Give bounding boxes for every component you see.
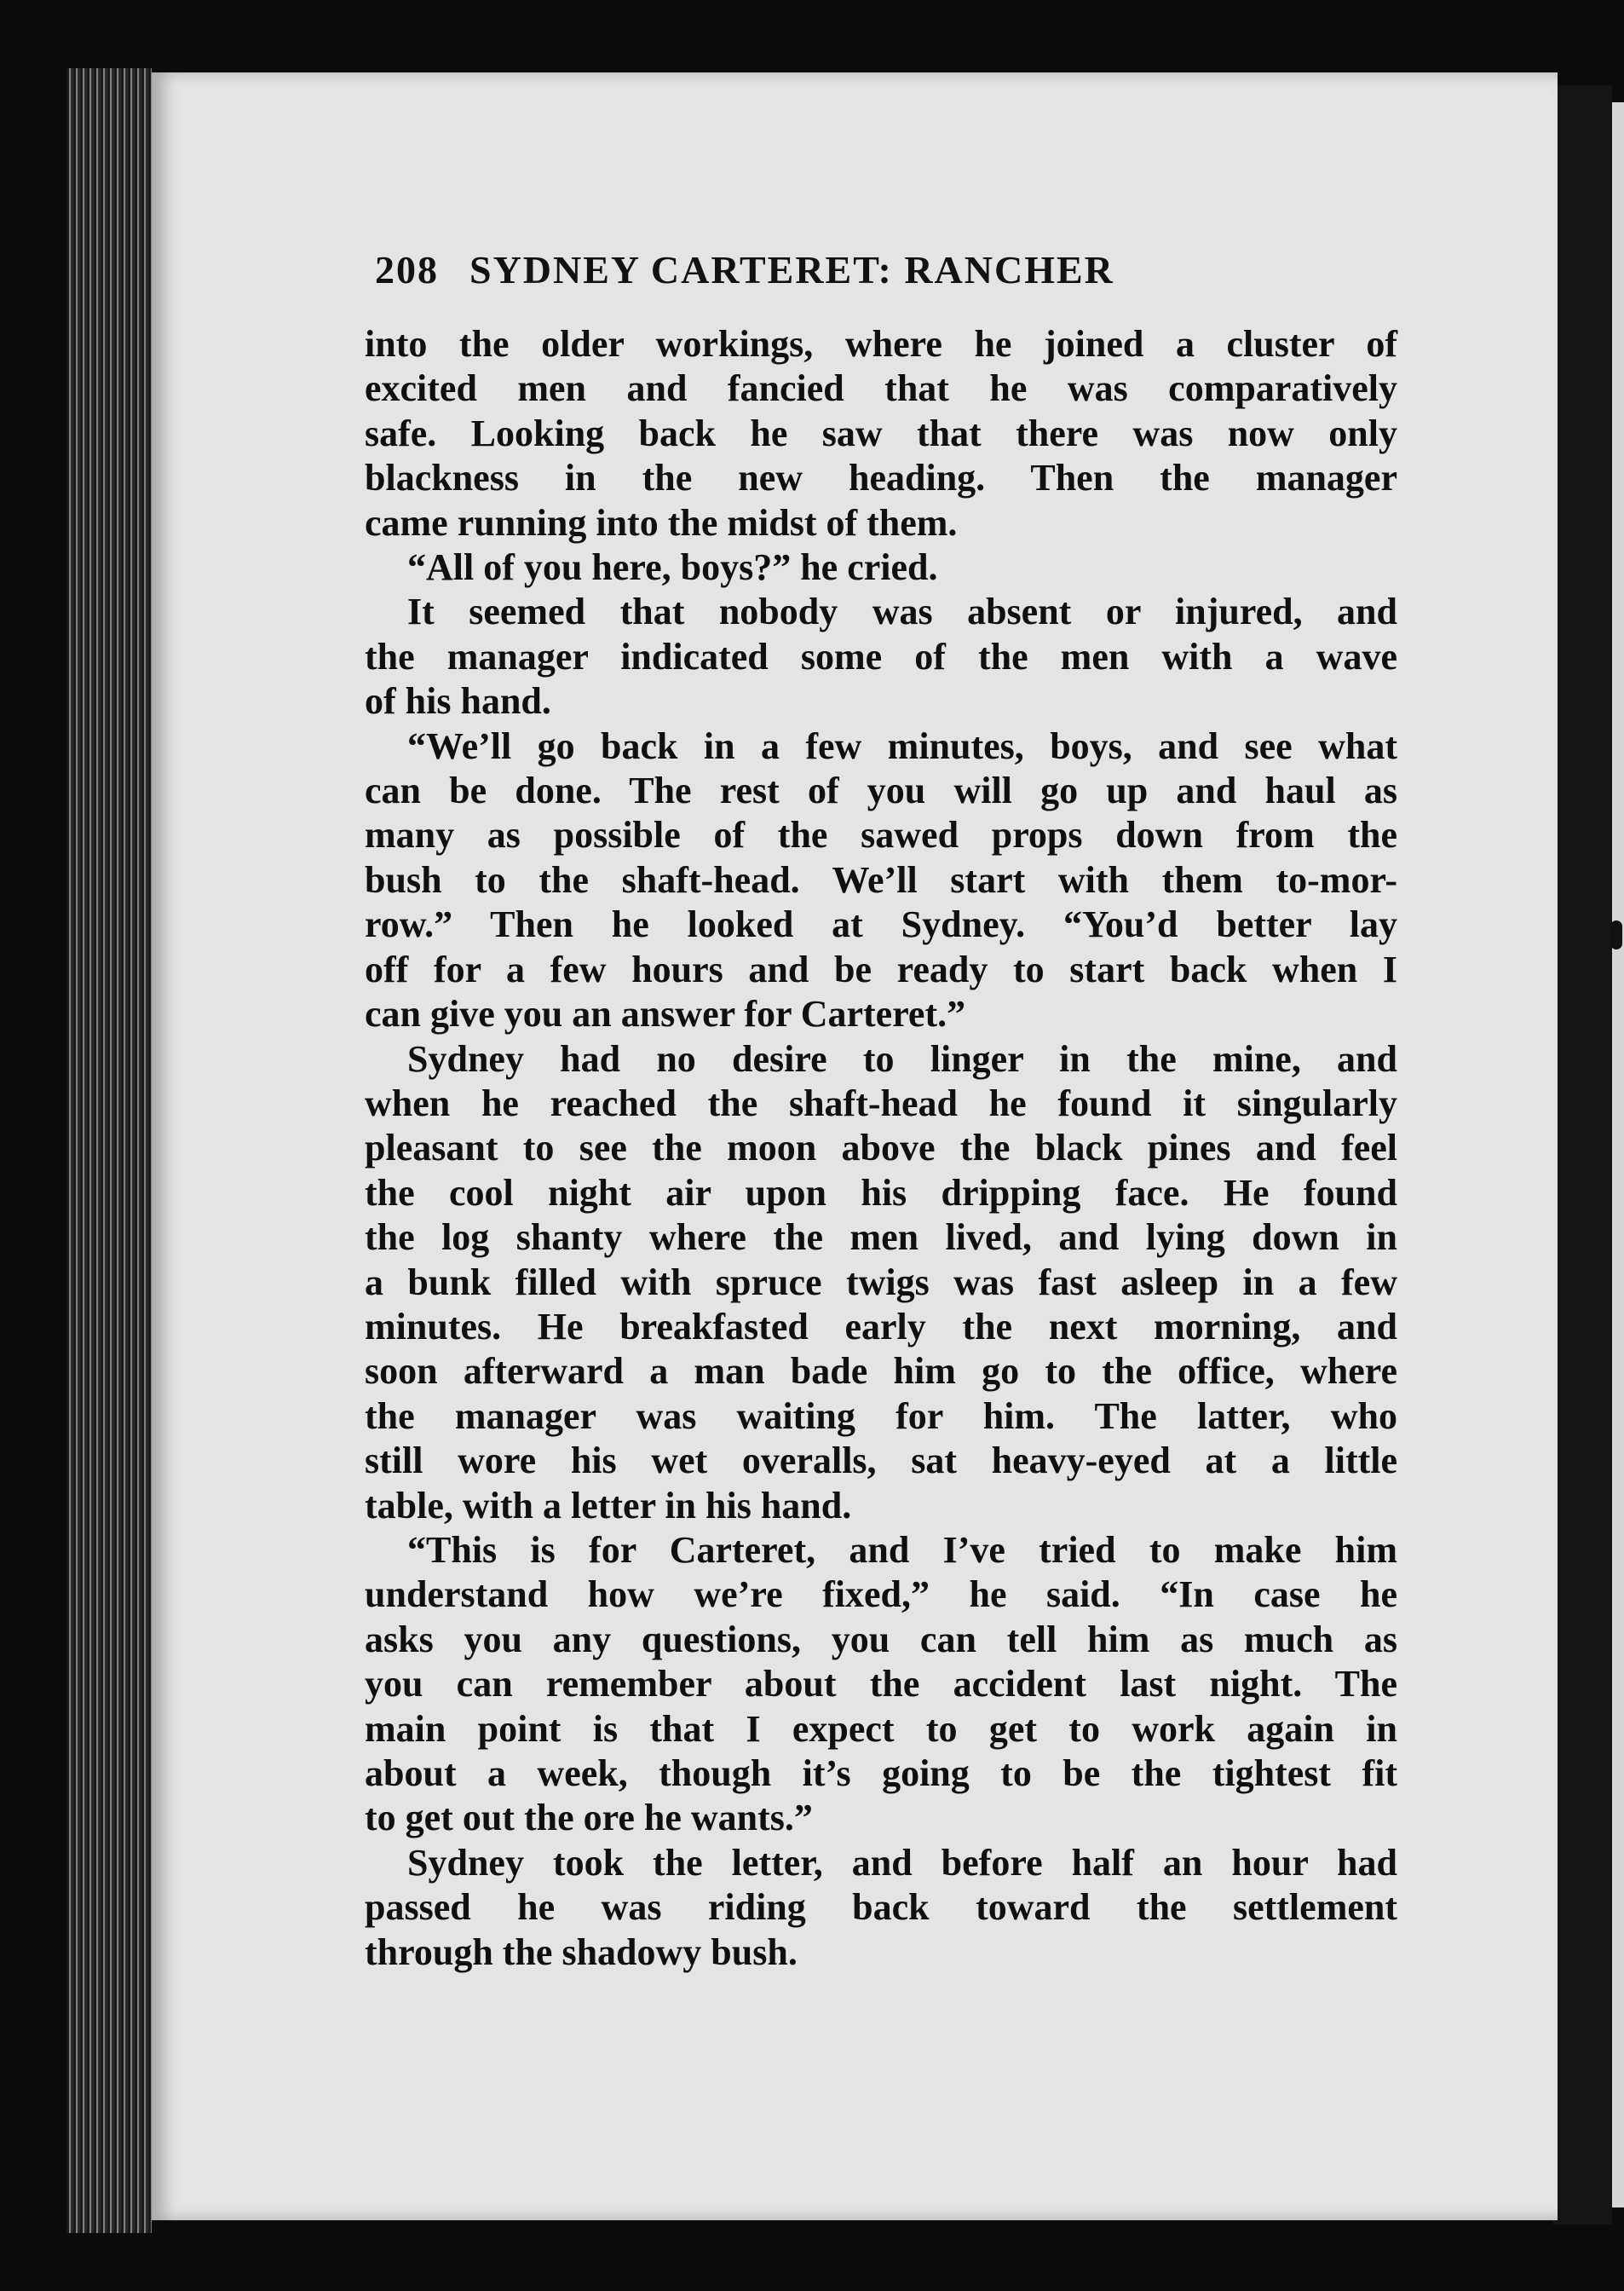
text-line: asks you any questions, you can tell him as much as (365, 1618, 1397, 1660)
text-line: It seemed that nobody was absent or injured, and (407, 591, 1397, 633)
running-header (375, 247, 1397, 292)
text-line: excited men and fancied that he was comparatively (365, 367, 1397, 410)
text-line: soon afterward a man bade him go to the office, where (365, 1350, 1397, 1393)
text-line: of his hand. (365, 680, 551, 723)
text-line: through the shadowy bush. (365, 1930, 798, 1973)
text-line: many as possible of the sawed props down from the (365, 814, 1397, 857)
text-line: the manager was waiting for him. The latter, who (365, 1394, 1397, 1437)
text-line: pleasant to see the moon above the black pines and feel (365, 1127, 1397, 1169)
text-line: Sydney had no desire to linger in the mine, and (407, 1037, 1397, 1080)
text-line: bush to the shaft-head. We’ll start with them to-mor- (365, 858, 1397, 901)
text-line: the manager indicated some of the men with a wave (365, 635, 1397, 678)
text-line: to get out the ore he wants.” (365, 1797, 813, 1839)
text-line: can give you an answer for Carteret.” (365, 993, 966, 1036)
running-title: SYDNEY CARTERET: RANCHER (469, 248, 1114, 291)
page-number: 208 (375, 248, 439, 291)
text-line: main point is that I expect to get to work again in (365, 1707, 1397, 1750)
text-line: understand how we’re fixed,” he said. “In case he (365, 1573, 1397, 1616)
page-body-text (365, 322, 1397, 1975)
text-line: passed he was riding back toward the settlement (365, 1886, 1397, 1929)
text-line: came running into the midst of them. (365, 501, 958, 544)
text-line: row.” Then he looked at Sydney. “You’d better lay (365, 903, 1397, 946)
text-line: Sydney took the letter, and before half an hour had (407, 1841, 1397, 1884)
text-line: into the older workings, where he joined a cluster of (365, 323, 1397, 365)
text-line: “This is for Carteret, and I’ve tried to make him (407, 1528, 1397, 1571)
text-line: still wore his wet overalls, sat heavy-eyed at a little (365, 1440, 1397, 1482)
text-line: can be done. The rest of you will go up and haul as (365, 770, 1397, 812)
text-line: minutes. He breakfasted early the next morning, and (365, 1305, 1397, 1347)
text-line: safe. Looking back he saw that there was now only (365, 412, 1397, 454)
text-line: about a week, though it’s going to be the tightest fit (365, 1752, 1397, 1794)
text-line: blackness in the new heading. Then the manager (365, 457, 1397, 499)
page-mark (1610, 920, 1622, 949)
book-page-edges (66, 68, 152, 2233)
text-line: “All of you here, boys?” he cried. (407, 546, 938, 589)
text-line: the log shanty where the men lived, and lying down in (365, 1216, 1397, 1259)
text-line: off for a few hours and be ready to start back when I (365, 948, 1397, 990)
text-line: table, with a letter in his hand. (365, 1484, 852, 1526)
text-line: you can remember about the accident last night. The (365, 1663, 1397, 1705)
text-line: “We’ll go back in a few minutes, boys, and see what (407, 724, 1397, 767)
text-line: a bunk filled with spruce twigs was fast asleep in a few (365, 1261, 1397, 1303)
book-gutter (1552, 85, 1612, 2225)
text-line: when he reached the shaft-head he found it singularly (365, 1082, 1397, 1124)
text-line: the cool night air upon his dripping face. He found (365, 1171, 1397, 1214)
